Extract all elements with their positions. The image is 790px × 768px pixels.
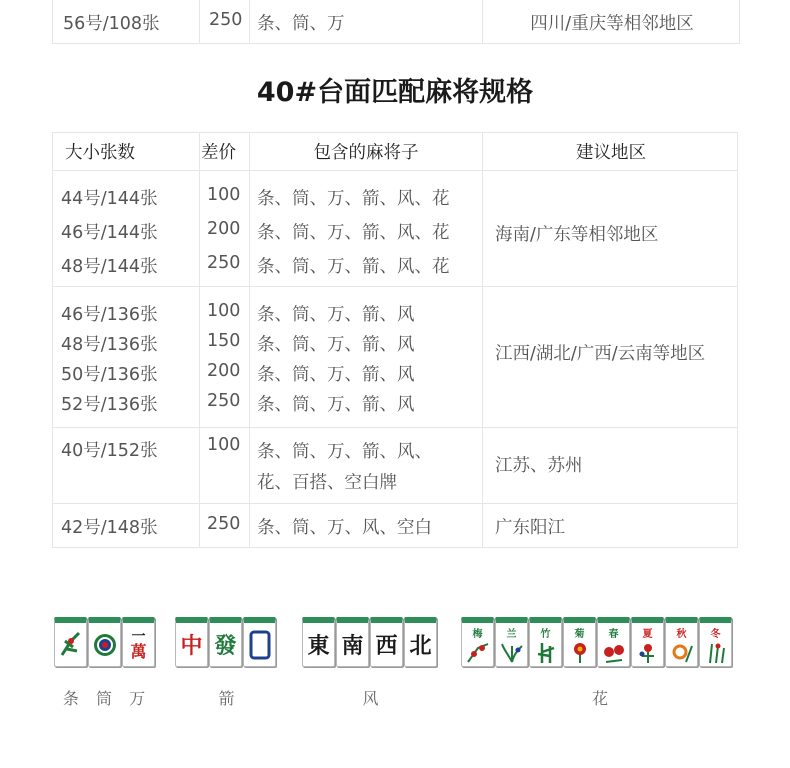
table-row-tiles: 条、筒、万、箭、风、花	[257, 189, 450, 209]
header-diff: 差价	[201, 143, 236, 163]
west-wind-tile: 西	[370, 617, 403, 667]
table-row-region: 江西/湖北/广西/云南等地区	[495, 344, 706, 364]
table-row-tiles: 条、筒、万、箭、风	[257, 335, 415, 355]
table-row-diff: 250	[207, 391, 241, 411]
circle-tile-icon	[88, 617, 121, 667]
table-row-diff: 250	[207, 514, 241, 534]
dragon-tiles	[175, 617, 277, 669]
table-row-diff: 200	[207, 219, 241, 239]
table-row-region: 海南/广东等相邻地区	[495, 225, 659, 245]
row-region: 四川/重庆等相邻地区	[530, 14, 694, 34]
section-title: 40#台面匹配麻将规格	[256, 77, 534, 108]
row-size: 56号/108张	[63, 14, 160, 34]
table-row-size: 42号/148张	[61, 518, 158, 538]
tile-char: 冬	[710, 629, 721, 640]
table-row-region: 广东阳江	[495, 518, 565, 538]
previous-table-row	[52, 0, 740, 44]
caption-suits: 条 筒 万	[62, 689, 152, 708]
table-row-tiles: 条、筒、万、箭、风	[257, 305, 415, 325]
flower-tile-chrysanthemum-icon	[563, 617, 596, 667]
table-row-diff: 100	[207, 435, 241, 455]
spec-table	[52, 132, 738, 548]
east-wind-tile: 東	[302, 617, 335, 667]
tile-char: 菊	[574, 629, 585, 640]
table-row-size: 50号/136张	[61, 365, 158, 385]
table-row-size: 44号/144张	[61, 189, 158, 209]
tile-char: 兰	[506, 629, 517, 640]
caption-flowers: 花	[591, 689, 608, 708]
table-row-diff: 250	[207, 253, 241, 273]
white-dragon-tile-icon	[243, 617, 276, 667]
south-wind-tile: 南	[336, 617, 369, 667]
table-row-tiles: 条、筒、万、风、空白	[257, 518, 432, 538]
tile-char: 夏	[642, 629, 653, 640]
table-row-tiles: 条、筒、万、箭、风、花	[257, 257, 450, 277]
caption-dragons: 箭	[218, 689, 235, 708]
table-row-tiles: 条、筒、万、箭、风、	[257, 442, 432, 462]
tile-char: 竹	[540, 629, 551, 640]
tile-char: 秋	[676, 629, 687, 640]
table-row-size: 52号/136张	[61, 395, 158, 415]
tile-char: 梅	[472, 629, 483, 640]
table-row-diff: 150	[207, 331, 241, 351]
table-row-tiles: 条、筒、万、箭、风、花	[257, 223, 450, 243]
table-row-size: 48号/136张	[61, 335, 158, 355]
wind-tiles	[302, 617, 438, 669]
header-tiles: 包含的麻将子	[313, 143, 419, 163]
row-tiles: 条、筒、万	[257, 14, 345, 34]
table-row-size: 46号/144张	[61, 223, 158, 243]
flower-tiles	[461, 617, 733, 669]
tile-char: 一	[131, 628, 146, 645]
row-diff: 250	[209, 10, 243, 30]
table-row-size: 48号/144张	[61, 257, 158, 277]
green-dragon-tile: 發	[209, 617, 242, 667]
flower-tile-plum-icon	[461, 617, 494, 667]
suit-tiles	[54, 617, 156, 669]
flower-tile-bamboo-icon	[529, 617, 562, 667]
bamboo-bird-tile-icon	[54, 617, 87, 667]
flower-tile-autumn-icon	[665, 617, 698, 667]
table-row-tiles: 条、筒、万、箭、风	[257, 365, 415, 385]
table-row-diff: 200	[207, 361, 241, 381]
flower-tile-summer-icon	[631, 617, 664, 667]
header-size: 大小张数	[65, 143, 135, 163]
table-row-tiles-cont: 花、百搭、空白牌	[257, 473, 397, 493]
table-row-size: 46号/136张	[61, 305, 158, 325]
table-row-diff: 100	[207, 301, 241, 321]
flower-tile-spring-icon	[597, 617, 630, 667]
table-row-tiles: 条、筒、万、箭、风	[257, 395, 415, 415]
character-wan-tile	[122, 617, 155, 667]
tile-char: 萬	[130, 641, 147, 661]
table-row-region: 江苏、苏州	[495, 456, 583, 476]
header-region: 建议地区	[576, 143, 646, 163]
table-row-diff: 100	[207, 185, 241, 205]
red-dragon-tile: 中	[175, 617, 208, 667]
caption-winds: 风	[362, 689, 379, 708]
flower-tile-orchid-icon	[495, 617, 528, 667]
tile-char: 春	[608, 629, 619, 640]
table-row-size: 40号/152张	[61, 441, 158, 461]
flower-tile-winter-icon	[699, 617, 732, 667]
north-wind-tile: 北	[404, 617, 437, 667]
